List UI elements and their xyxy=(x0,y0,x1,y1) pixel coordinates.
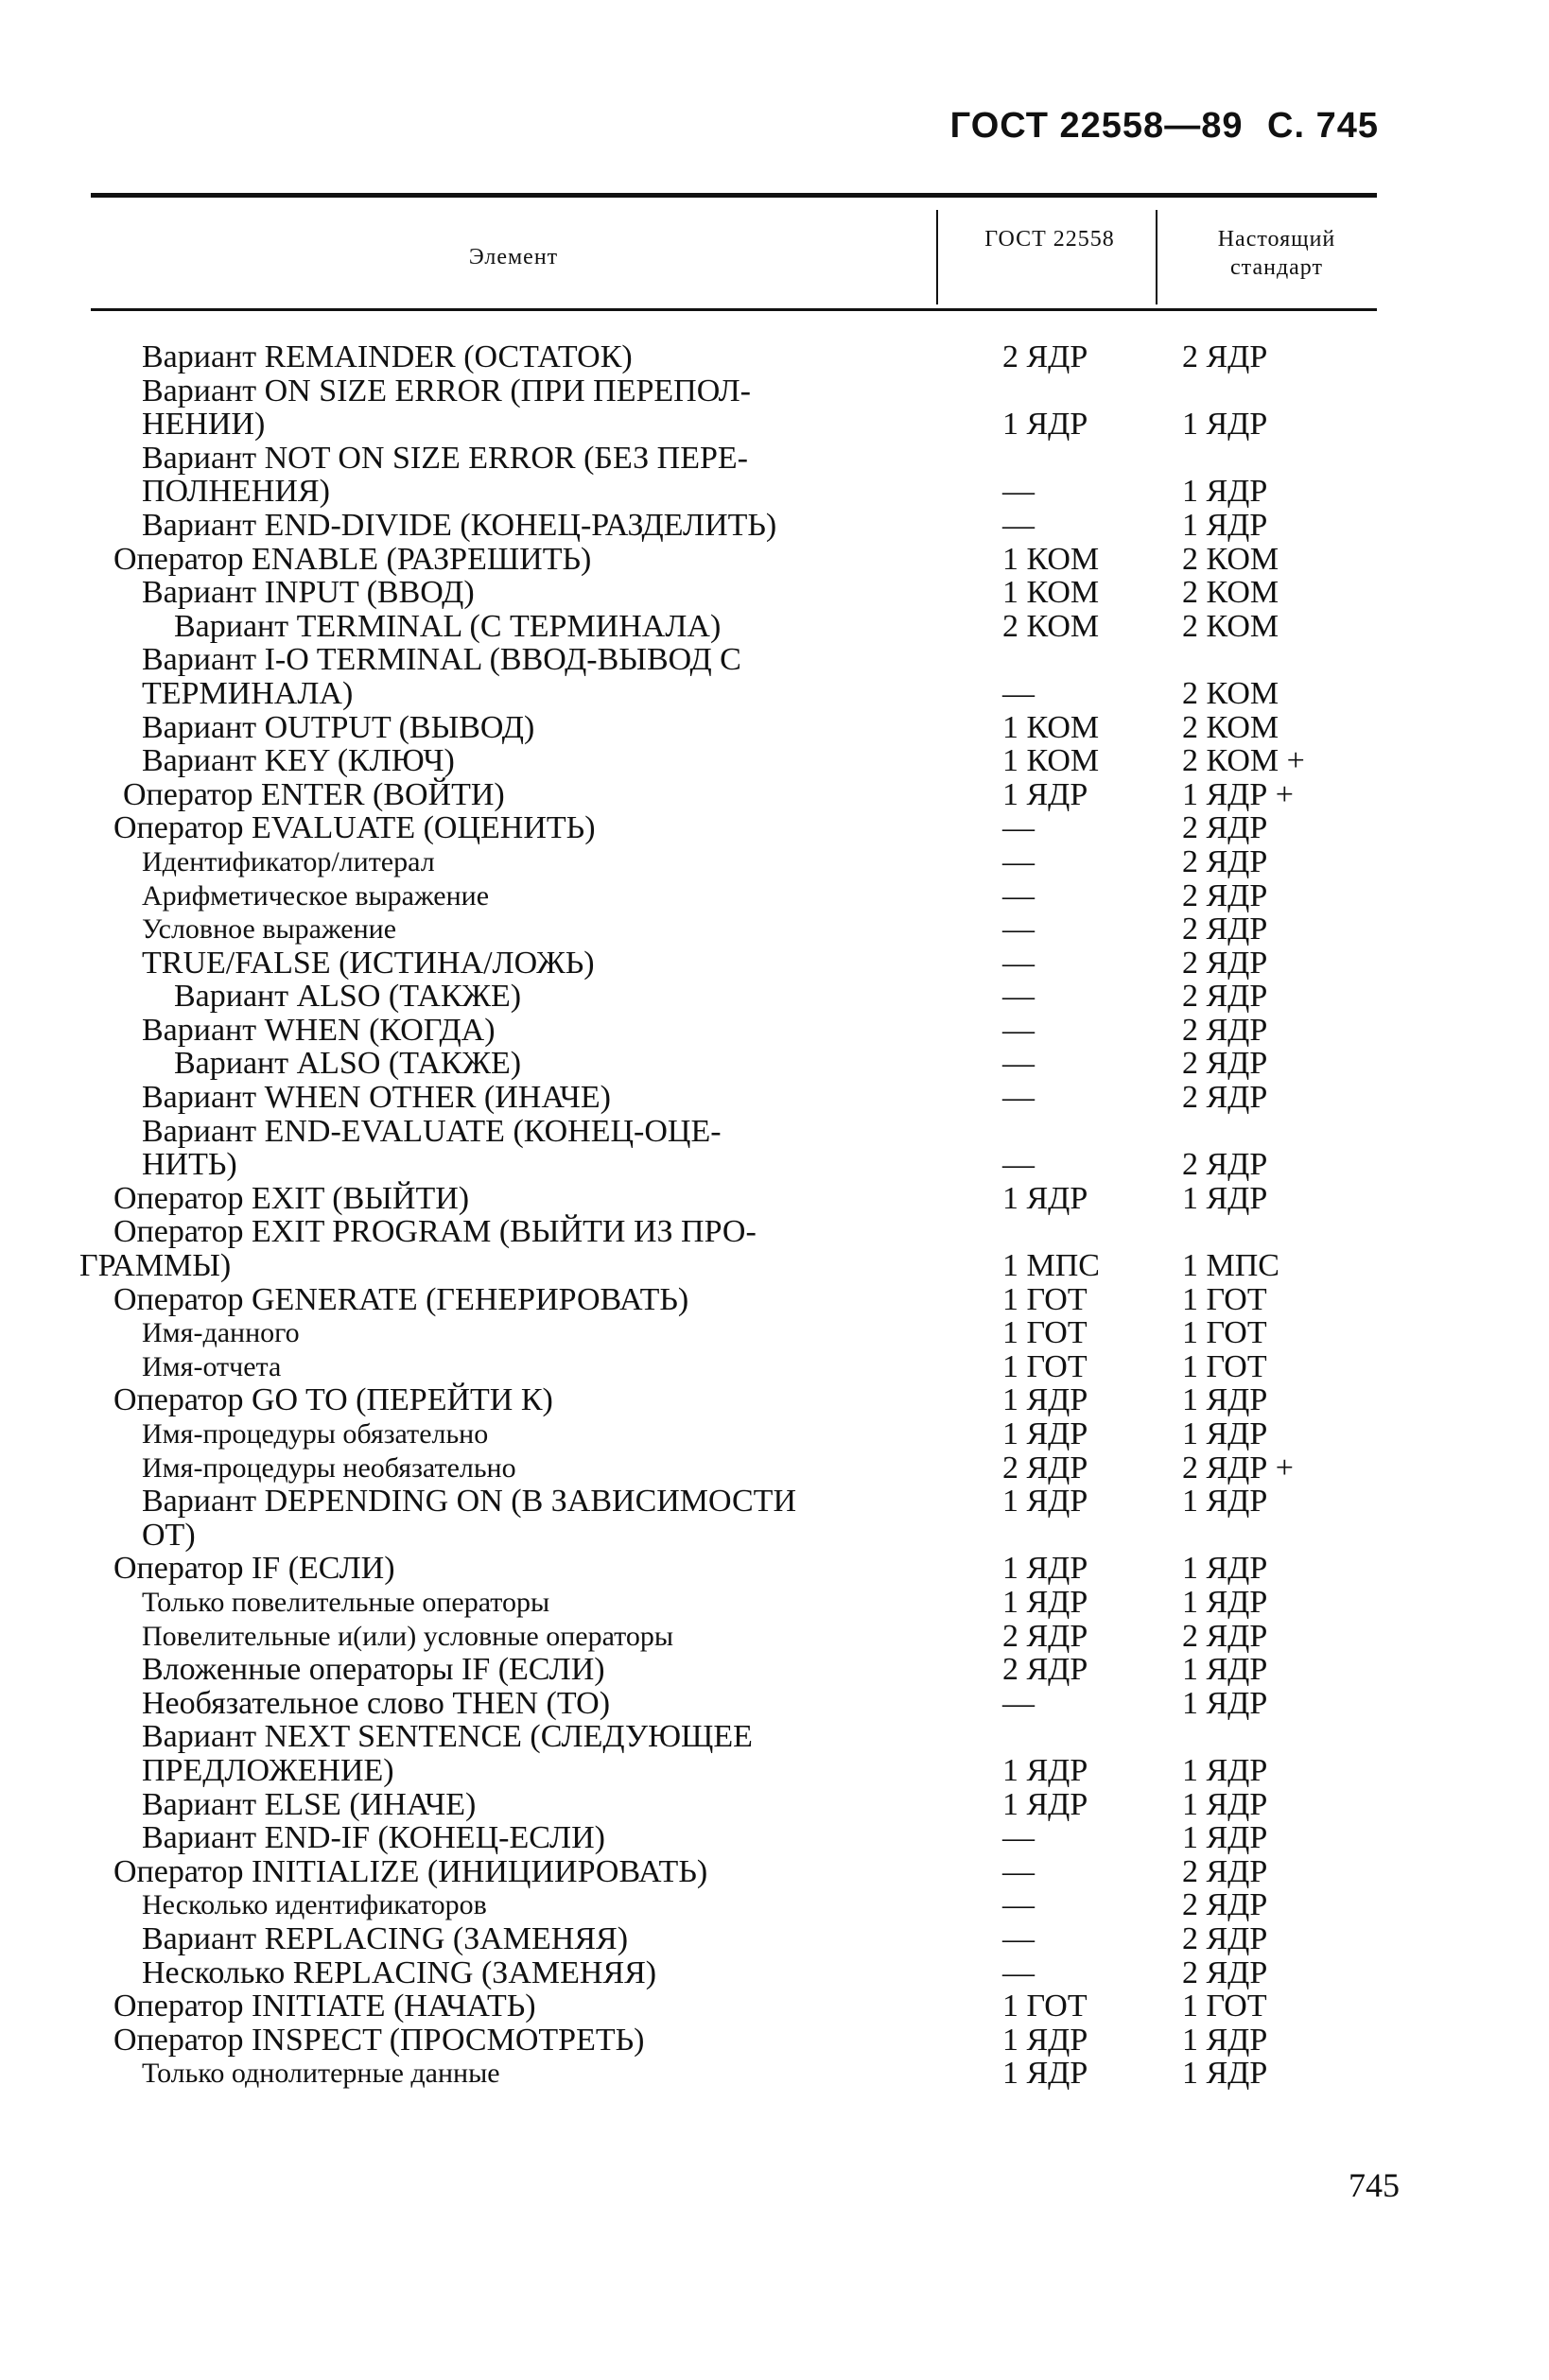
current-standard-cell: 2 ЯДР xyxy=(1182,1887,1268,1923)
table-row xyxy=(0,2024,1549,2058)
gost-cell: 1 ЯДР xyxy=(1002,1786,1088,1822)
current-standard-cell: 1 ЯДР xyxy=(1182,1416,1268,1451)
current-standard-cell: 2 ЯДР xyxy=(1182,339,1268,374)
gost-cell: — xyxy=(1002,1920,1035,1956)
gost-cell: — xyxy=(1002,1685,1035,1721)
page-header xyxy=(937,106,1379,147)
current-standard-cell: 2 ЯДР xyxy=(1182,1080,1268,1116)
gost-cell: — xyxy=(1002,1080,1035,1116)
current-standard-cell: 1 ЯДР xyxy=(1182,1382,1268,1418)
gost-cell: — xyxy=(1002,507,1035,543)
page-label: С. 745 xyxy=(1267,106,1379,146)
element-cell: Вариант OUTPUT (ВЫВОД) xyxy=(142,709,535,745)
current-standard-cell: 1 ГОТ xyxy=(1182,1348,1267,1384)
element-cell: Оператор EVALUATE (ОЦЕНИТЬ) xyxy=(113,810,596,846)
table-row xyxy=(0,1552,1549,1586)
gost-cell: — xyxy=(1002,877,1035,913)
gost-cell: 2 ЯДР xyxy=(1002,1450,1088,1485)
gost-cell: 2 ЯДР xyxy=(1002,1618,1088,1654)
table-row xyxy=(0,1720,1549,1754)
standard-number: ГОСТ 22558—89 xyxy=(949,106,1244,146)
table-body xyxy=(0,340,1549,2091)
table-row xyxy=(0,1249,1549,1283)
element-cell: Оператор GENERATE (ГЕНЕРИРОВАТЬ) xyxy=(113,1281,689,1317)
gost-cell: — xyxy=(1002,1147,1035,1183)
table-row xyxy=(0,778,1549,812)
column-header-element: Элемент xyxy=(468,245,559,269)
table-row xyxy=(0,1283,1549,1317)
current-standard-cell: 1 ЯДР xyxy=(1182,1652,1268,1688)
table-row xyxy=(0,912,1549,947)
gost-cell: 1 ЯДР xyxy=(1002,1180,1088,1216)
table-row xyxy=(0,1215,1549,1249)
table-row xyxy=(0,1316,1549,1350)
element-cell: Необязательное слово THEN (ТО) xyxy=(142,1685,611,1721)
element-cell: Вариант REPLACING (ЗАМЕНЯЯ) xyxy=(142,1920,629,1956)
element-cell: Вариант NEXT SENTENCE (СЛЕДУЮЩЕЕ xyxy=(142,1719,753,1755)
gost-cell: 1 ЯДР xyxy=(1002,2056,1088,2092)
table-row xyxy=(0,1956,1549,1990)
table-row xyxy=(0,1047,1549,1081)
current-standard-cell: 1 ЯДР xyxy=(1182,1685,1268,1721)
current-standard-cell: 1 ЯДР xyxy=(1182,1752,1268,1788)
gost-cell: 1 ГОТ xyxy=(1002,1281,1088,1317)
current-standard-cell: 2 КОМ xyxy=(1182,675,1279,711)
current-standard-cell: 2 КОМ + xyxy=(1182,743,1305,779)
table-row xyxy=(0,1855,1549,1889)
element-cell: Вариант ON SIZE ERROR (ПРИ ПЕРЕПОЛ- xyxy=(142,373,751,408)
element-cell: Идентификатор/литерал xyxy=(142,845,435,877)
column-divider-1 xyxy=(936,210,938,304)
table-row xyxy=(0,2057,1549,2091)
table-row xyxy=(0,1451,1549,1485)
element-cell: TRUE/FALSE (ИСТИНА/ЛОЖЬ) xyxy=(142,945,595,981)
current-standard-cell: 2 КОМ xyxy=(1182,709,1279,745)
current-standard-cell: 1 ЯДР xyxy=(1182,2056,1268,2092)
table-row xyxy=(0,744,1549,778)
gost-cell: 1 МПС xyxy=(1002,1248,1100,1284)
element-cell: Оператор ENABLE (РАЗРЕШИТЬ) xyxy=(113,541,592,577)
current-standard-cell: 1 ЯДР xyxy=(1182,1786,1268,1822)
gost-cell: — xyxy=(1002,1012,1035,1048)
element-cell: Вложенные операторы IF (ЕСЛИ) xyxy=(142,1652,605,1688)
element-cell: Арифметическое выражение xyxy=(142,879,490,912)
gost-cell: — xyxy=(1002,945,1035,981)
current-standard-cell: 1 МПС xyxy=(1182,1248,1279,1284)
element-cell: ГРАММЫ) xyxy=(79,1248,232,1284)
current-standard-cell: 2 ЯДР xyxy=(1182,945,1268,981)
gost-cell: 1 ГОТ xyxy=(1002,1315,1088,1351)
table-row xyxy=(0,576,1549,610)
table-row xyxy=(0,947,1549,981)
current-standard-cell: 1 ЯДР xyxy=(1182,474,1268,510)
current-standard-cell: 1 ГОТ xyxy=(1182,1315,1267,1351)
gost-cell: — xyxy=(1002,912,1035,947)
table-row xyxy=(0,1888,1549,1922)
element-cell: Вариант WHEN OTHER (ИНАЧЕ) xyxy=(142,1080,611,1116)
gost-cell: 2 ЯДР xyxy=(1002,339,1088,374)
column-header-gost: ГОСТ 22558 xyxy=(984,227,1115,252)
current-standard-cell: 2 ЯДР xyxy=(1182,979,1268,1015)
current-standard-cell: 1 ЯДР xyxy=(1182,507,1268,543)
gost-cell: 1 ЯДР xyxy=(1002,2022,1088,2058)
element-cell: Вариант END-IF (КОНЕЦ-ЕСЛИ) xyxy=(142,1820,605,1856)
table-row xyxy=(0,442,1549,476)
element-cell: Имя-процедуры обязательно xyxy=(142,1418,489,1450)
current-standard-cell: 1 ЯДР xyxy=(1182,1820,1268,1856)
current-standard-cell: 1 ЯДР + xyxy=(1182,776,1294,812)
element-cell: Вариант ALSO (ТАКЖЕ) xyxy=(174,1046,522,1082)
table-row xyxy=(0,677,1549,711)
element-cell: Вариант ELSE (ИНАЧЕ) xyxy=(142,1786,477,1822)
table-row xyxy=(0,1350,1549,1384)
table-row xyxy=(0,1989,1549,2024)
gost-cell: — xyxy=(1002,979,1035,1015)
gost-cell: — xyxy=(1002,1853,1035,1889)
current-standard-cell: 2 ЯДР xyxy=(1182,843,1268,879)
element-cell: НЕНИИ) xyxy=(142,407,266,443)
current-standard-cell: 1 ЯДР xyxy=(1182,1551,1268,1587)
gost-cell: — xyxy=(1002,1887,1035,1923)
element-cell: Вариант END-EVALUATE (КОНЕЦ-ОЦЕ- xyxy=(142,1113,722,1149)
table-row xyxy=(0,879,1549,913)
element-cell: Оператор INITIATE (НАЧАТЬ) xyxy=(113,1989,536,2024)
table-row xyxy=(0,1788,1549,1822)
element-cell: Вариант KEY (КЛЮЧ) xyxy=(142,743,455,779)
gost-cell: 1 ЯДР xyxy=(1002,1416,1088,1451)
table-row xyxy=(0,1485,1549,1519)
gost-cell: — xyxy=(1002,810,1035,846)
element-cell: Имя-данного xyxy=(142,1317,300,1349)
page-number: 745 xyxy=(1349,2166,1400,2204)
table-row xyxy=(0,711,1549,745)
table-row xyxy=(0,1417,1549,1451)
current-standard-cell: 1 ЯДР xyxy=(1182,407,1268,443)
gost-cell: 1 ЯДР xyxy=(1002,1752,1088,1788)
element-cell: Вариант INPUT (ВВОД) xyxy=(142,575,475,611)
gost-cell: 1 ГОТ xyxy=(1002,1348,1088,1384)
current-standard-cell: 2 ЯДР xyxy=(1182,1618,1268,1654)
column-header-current: Настоящий стандарт xyxy=(1217,227,1336,280)
current-standard-cell: 2 ЯДР xyxy=(1182,1046,1268,1082)
table-row xyxy=(0,408,1549,442)
current-standard-cell: 2 ЯДР xyxy=(1182,1954,1268,1990)
element-cell: Оператор EXIT PROGRAM (ВЫЙТИ ИЗ ПРО- xyxy=(113,1214,757,1250)
gost-cell: — xyxy=(1002,1046,1035,1082)
table-top-rule xyxy=(91,193,1377,198)
element-cell: Имя-процедуры необязательно xyxy=(142,1451,516,1484)
table-row xyxy=(0,980,1549,1014)
element-cell: ОТ) xyxy=(142,1517,196,1553)
table-row xyxy=(0,374,1549,408)
table-row xyxy=(0,845,1549,879)
element-cell: Оператор IF (ЕСЛИ) xyxy=(113,1551,395,1587)
current-standard-cell: 1 ГОТ xyxy=(1182,1281,1267,1317)
gost-cell: 2 ЯДР xyxy=(1002,1652,1088,1688)
element-cell: НИТЬ) xyxy=(142,1147,237,1183)
table-row xyxy=(0,1182,1549,1216)
element-cell: ТЕРМИНАЛА) xyxy=(142,675,354,711)
table-row xyxy=(0,1821,1549,1855)
gost-cell: 1 ЯДР xyxy=(1002,776,1088,812)
element-cell: ПОЛНЕНИЯ) xyxy=(142,474,330,510)
table-row xyxy=(0,1620,1549,1654)
gost-cell: 1 КОМ xyxy=(1002,575,1100,611)
table-row xyxy=(0,811,1549,845)
gost-cell: 1 КОМ xyxy=(1002,709,1100,745)
element-cell: Вариант TERMINAL (С ТЕРМИНАЛА) xyxy=(174,608,722,644)
gost-cell: — xyxy=(1002,675,1035,711)
gost-cell: 1 ЯДР xyxy=(1002,1382,1088,1418)
element-cell: Оператор EXIT (ВЫЙТИ) xyxy=(113,1180,470,1216)
table-row xyxy=(0,1383,1549,1417)
table-row xyxy=(0,610,1549,644)
current-standard-cell: 2 КОМ xyxy=(1182,608,1279,644)
current-standard-cell: 1 ЯДР xyxy=(1182,1180,1268,1216)
element-cell: Имя-отчета xyxy=(142,1350,282,1382)
element-cell: Вариант ALSO (ТАКЖЕ) xyxy=(174,979,522,1015)
current-standard-cell: 2 ЯДР xyxy=(1182,1012,1268,1048)
current-standard-cell: 2 ЯДР xyxy=(1182,1920,1268,1956)
gost-cell: — xyxy=(1002,843,1035,879)
table-row xyxy=(0,1014,1549,1048)
element-cell: Вариант I-O TERMINAL (ВВОД-ВЫВОД С xyxy=(142,642,741,678)
current-standard-cell: 1 ЯДР xyxy=(1182,1584,1268,1620)
element-cell: Вариант DEPENDING ON (В ЗАВИСИМОСТИ xyxy=(142,1484,797,1520)
table-row xyxy=(0,1586,1549,1620)
gost-cell: 1 ЯДР xyxy=(1002,1551,1088,1587)
table-row xyxy=(0,1653,1549,1687)
gost-cell: — xyxy=(1002,1954,1035,1990)
table-row xyxy=(0,1754,1549,1788)
table-row xyxy=(0,1687,1549,1721)
element-cell: Оператор ENTER (ВОЙТИ) xyxy=(123,776,505,812)
table-row xyxy=(0,1081,1549,1115)
element-cell: Несколько REPLACING (ЗАМЕНЯЯ) xyxy=(142,1954,657,1990)
table-row xyxy=(0,1519,1549,1553)
element-cell: Вариант NOT ON SIZE ERROR (БЕЗ ПЕРЕ- xyxy=(142,440,748,476)
gost-cell: 1 ЯДР xyxy=(1002,407,1088,443)
current-standard-cell: 1 ГОТ xyxy=(1182,1989,1267,2024)
element-cell: Только повелительные операторы xyxy=(142,1586,550,1618)
current-standard-cell: 2 КОМ xyxy=(1182,575,1279,611)
element-cell: Оператор GO TO (ПЕРЕЙТИ К) xyxy=(113,1382,553,1418)
element-cell: Несколько идентификаторов xyxy=(142,1889,487,1921)
column-divider-2 xyxy=(1156,210,1157,304)
table-row xyxy=(0,543,1549,577)
current-standard-cell: 2 ЯДР xyxy=(1182,877,1268,913)
gost-cell: 1 ЯДР xyxy=(1002,1484,1088,1520)
element-cell: ПРЕДЛОЖЕНИЕ) xyxy=(142,1752,394,1788)
gost-cell: — xyxy=(1002,474,1035,510)
table-row xyxy=(0,340,1549,374)
current-standard-cell: 1 ЯДР xyxy=(1182,2022,1268,2058)
gost-cell: 1 КОМ xyxy=(1002,541,1100,577)
table-header-rule xyxy=(91,308,1377,311)
gost-cell: 2 КОМ xyxy=(1002,608,1100,644)
table-row xyxy=(0,509,1549,543)
current-standard-cell: 2 ЯДР xyxy=(1182,1853,1268,1889)
table-row xyxy=(0,1148,1549,1182)
current-standard-cell: 2 ЯДР xyxy=(1182,912,1268,947)
element-cell: Только однолитерные данные xyxy=(142,2058,500,2090)
current-standard-cell: 2 КОМ xyxy=(1182,541,1279,577)
table-row xyxy=(0,475,1549,509)
table-row xyxy=(0,1115,1549,1149)
element-cell: Вариант END-DIVIDE (КОНЕЦ-РАЗДЕЛИТЬ) xyxy=(142,507,777,543)
gost-cell: 1 КОМ xyxy=(1002,743,1100,779)
table-row xyxy=(0,643,1549,677)
table-row xyxy=(0,1922,1549,1956)
element-cell: Вариант WHEN (КОГДА) xyxy=(142,1012,496,1048)
current-standard-cell: 2 ЯДР xyxy=(1182,810,1268,846)
current-standard-cell: 2 ЯДР xyxy=(1182,1147,1268,1183)
element-cell: Оператор INITIALIZE (ИНИЦИИРОВАТЬ) xyxy=(113,1853,708,1889)
element-cell: Повелительные и(или) условные операторы xyxy=(142,1620,673,1652)
element-cell: Условное выражение xyxy=(142,913,397,946)
current-standard-cell: 1 ЯДР xyxy=(1182,1484,1268,1520)
element-cell: Вариант REMAINDER (ОСТАТОК) xyxy=(142,339,633,374)
element-cell: Оператор INSPECT (ПРОСМОТРЕТЬ) xyxy=(113,2022,645,2058)
current-standard-cell: 2 ЯДР + xyxy=(1182,1450,1294,1485)
gost-cell: — xyxy=(1002,1820,1035,1856)
gost-cell: 1 ЯДР xyxy=(1002,1584,1088,1620)
gost-cell: 1 ГОТ xyxy=(1002,1989,1088,2024)
